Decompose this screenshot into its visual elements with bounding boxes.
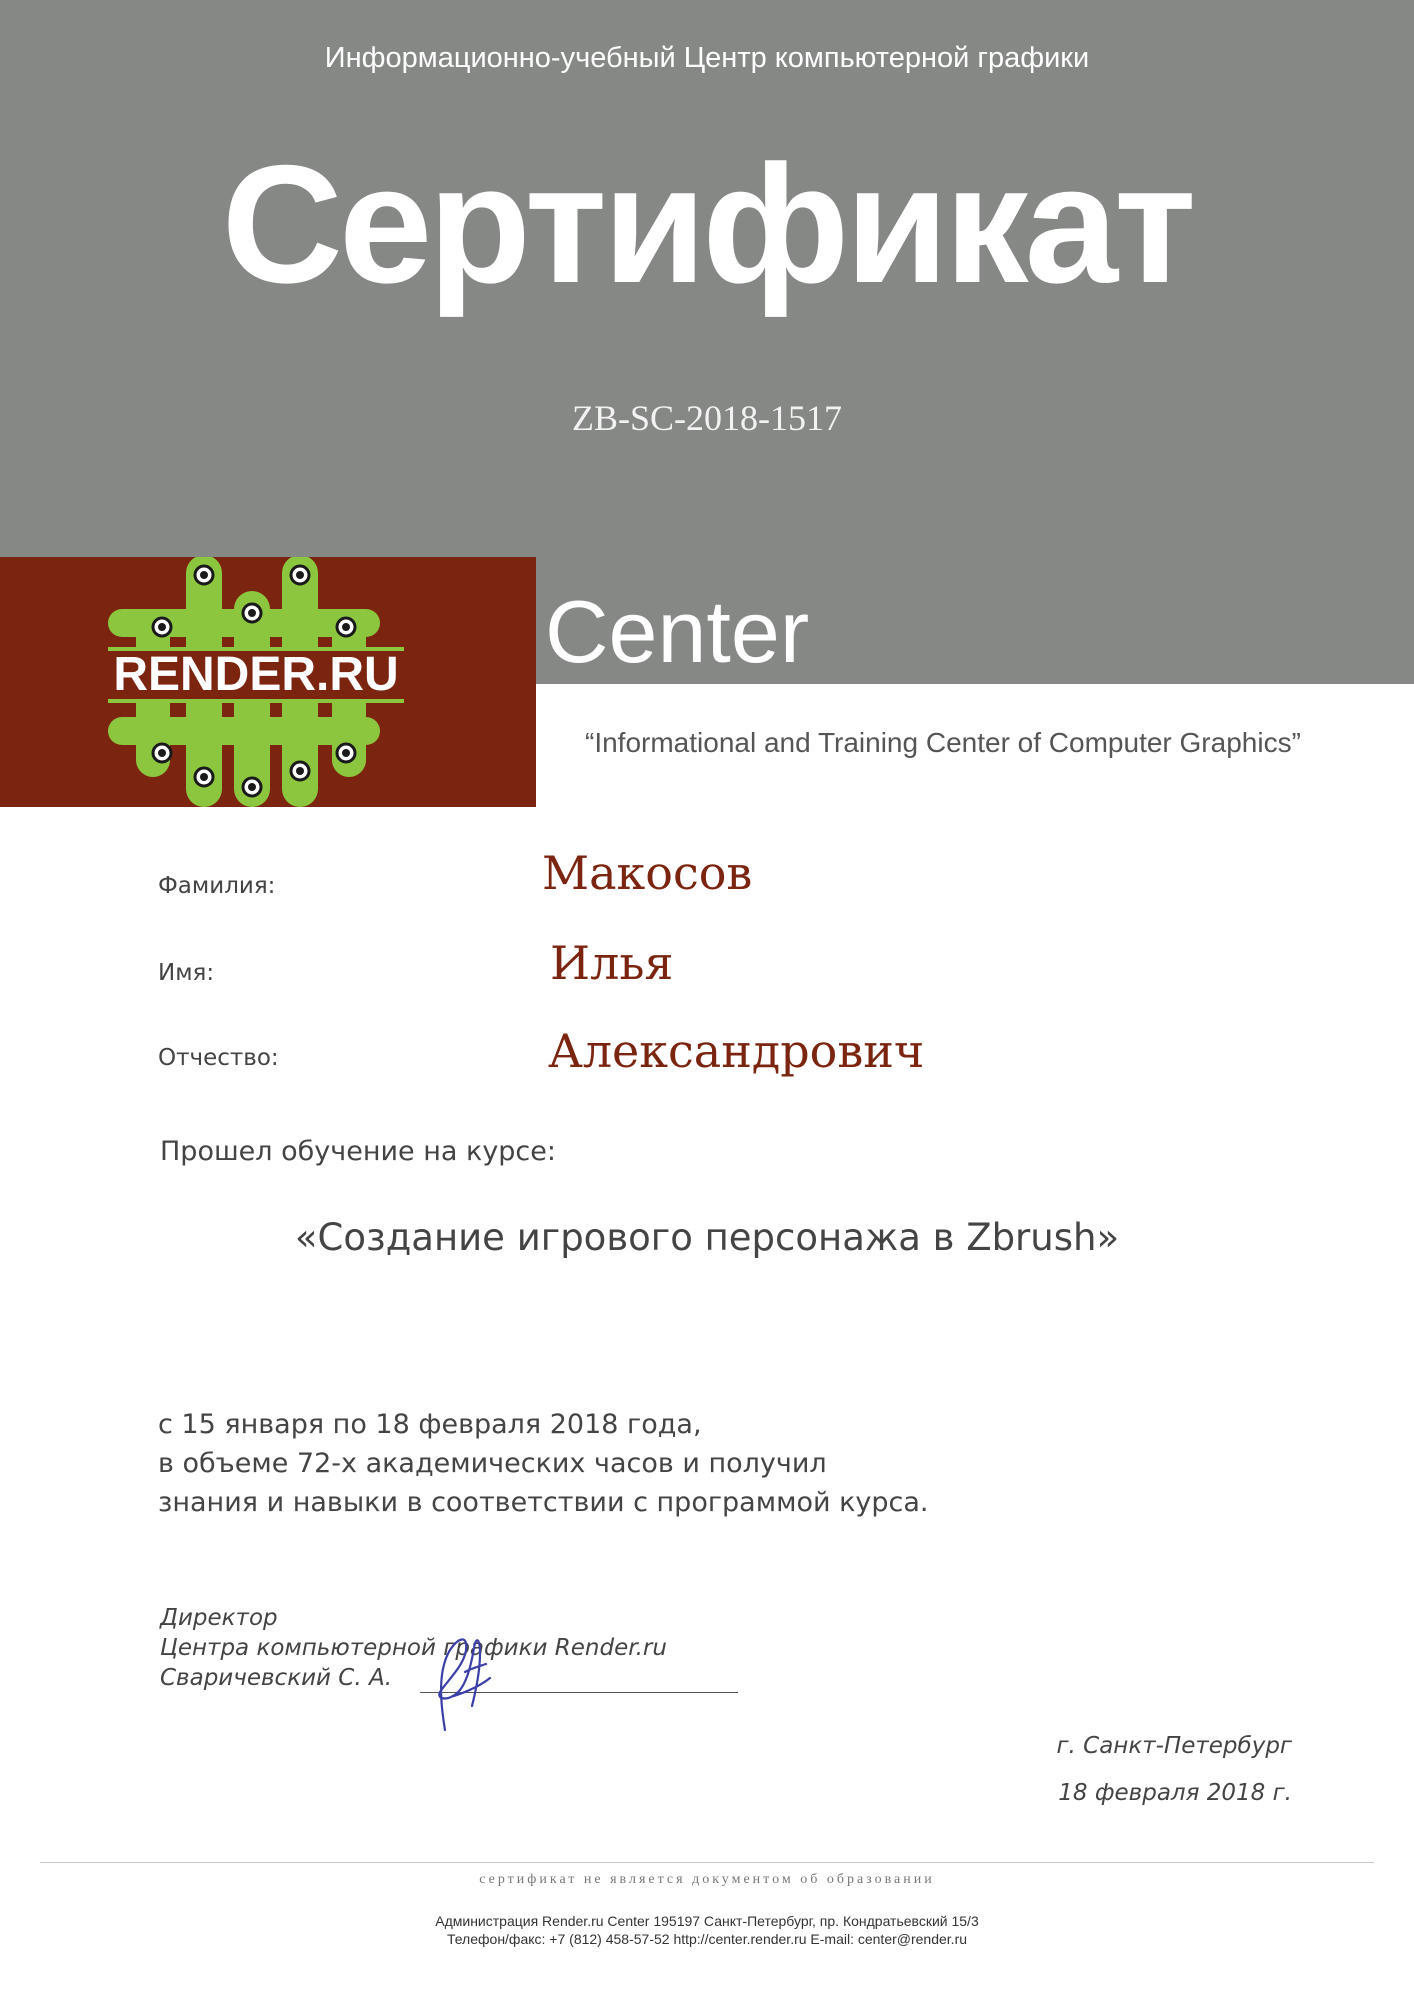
footer-address: Администрация Render.ru Center 195197 Санкт-Петербург, пр. Кондратьевский 15/3 [435,1913,979,1929]
signer-organization: Центра компьютерной графики Render.ru [160,1635,667,1661]
tagline: “Informational and Training Center of Computer Graphics” [585,727,1301,758]
course-intro: Прошел обучение на курсе: [160,1136,556,1167]
certificate-title: Сертификат [221,130,1193,318]
signer-name: Сваричевский С. А. [160,1665,393,1691]
completion-line-3: знания и навыки в соответствии с программой курса. [158,1487,929,1518]
issue-date: 18 февраля 2018 г. [1058,1780,1292,1806]
patronymic-value: Александрович [548,1024,925,1078]
name-value: Илья [550,936,674,990]
patronymic-label: Отчество: [158,1045,279,1071]
center-word: Center [545,582,810,681]
logo-text: RENDER.RU [113,648,399,701]
name-label: Имя: [158,960,215,986]
render-ru-logo [0,557,536,807]
course-name: «Создание игрового персонажа в Zbrush» [294,1216,1120,1259]
completion-line-1: с 15 января по 18 февраля 2018 года, [158,1409,702,1440]
place: г. Санкт-Петербург [1056,1733,1292,1759]
surname-value: Макосов [542,846,753,900]
footer-contacts [0,1912,1414,1948]
surname-label: Фамилия: [158,873,276,899]
footer-phone-web-email: Телефон/факс: +7 (812) 458-57-52 http://center.render.ru E-mail: center@render.ru [446,1931,968,1947]
organization-title: Информационно-учебный Центр компьютерной графики [324,42,1090,74]
completion-text [158,1405,929,1522]
certificate-number: ZB-SC-2018-1517 [572,398,842,438]
footer-divider [40,1862,1374,1863]
completion-line-2: в объеме 72-х академических часов и получил [158,1448,827,1479]
signer-position: Директор [160,1605,278,1631]
handwritten-signature [410,1620,520,1740]
footer-note: сертификат не является документом об образовании [479,1872,935,1887]
